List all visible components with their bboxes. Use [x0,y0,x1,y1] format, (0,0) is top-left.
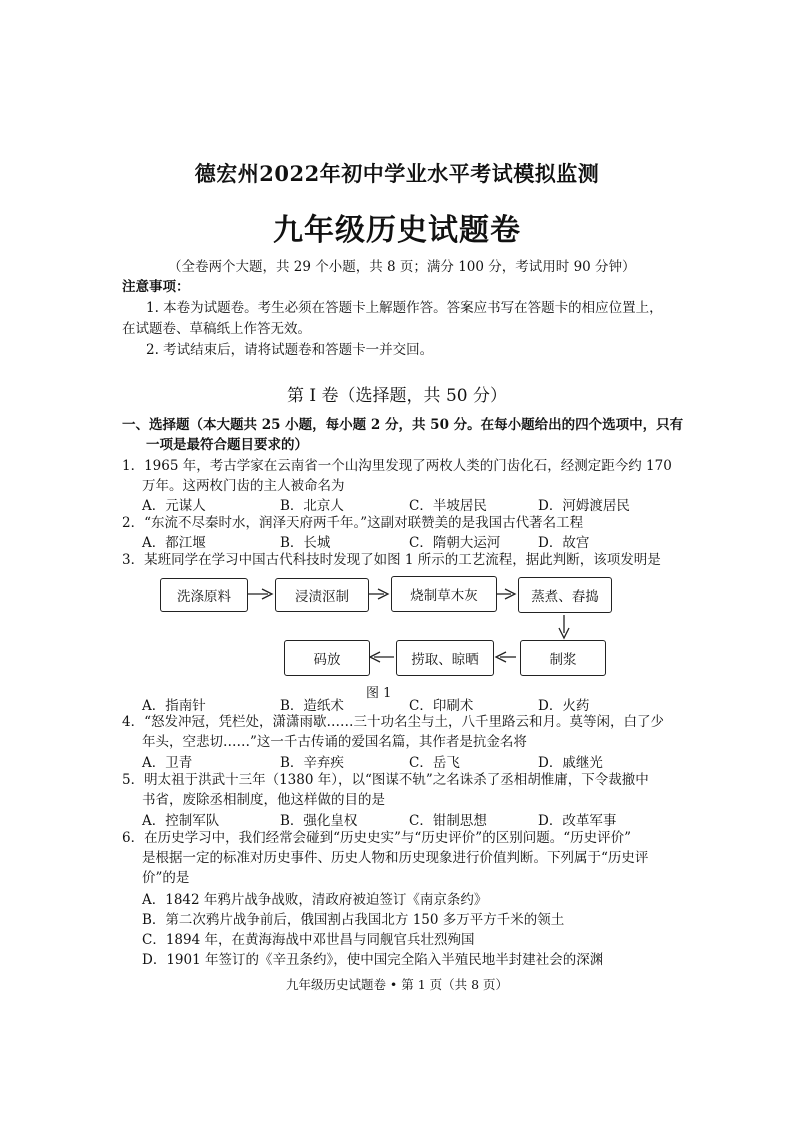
q1-option-d: D．河姆渡居民 [538,498,630,514]
flow-step-1: 洗涤原料 [160,578,248,612]
flow-step-7: 码放 [284,640,370,676]
exam-title: 德宏州2022年初中学业水平考试模拟监测 [194,161,600,186]
q5-option-d: D．改革军事 [538,813,617,829]
q4-option-c: C．岳飞 [409,755,460,771]
q4-option-b: B．辛弃疾 [280,755,344,771]
question-1: 1．1965 年，考古学家在云南省一个山沟里发现了两枚人类的门齿化石，经测定距今约 170 [122,458,672,474]
q3-option-d: D．火药 [538,698,590,714]
flow-step-3: 烧制草木灰 [391,576,497,612]
q5-option-a: A．控制军队 [142,813,220,829]
q2-option-a: A．都江堰 [142,535,206,551]
question-3: 3．某班同学在学习中国古代科技时发现了如图 1 所示的工艺流程，据此判断，该项发明是 [122,552,661,568]
notice-item-1: 1. 本卷为试题卷。考生必须在答题卡上解题作答。答案应书写在答题卡的相应位置上， [146,300,663,316]
q2-option-c: C．隋朝大运河 [409,535,501,551]
q3-option-b: B．造纸术 [280,698,344,714]
question-2: 2．“东流不尽秦时水，润泽天府两千年。”这副对联赞美的是我国古代著名工程 [122,515,584,531]
flow-step-2: 浸渍沤制 [275,578,369,612]
q5-option-c: C．钳制思想 [409,813,487,829]
question-5: 5．明太祖于洪武十三年（1380 年），以“图谋不轨”之名诛杀了丞相胡惟庸，下令裁撤中 [122,772,649,788]
flow-step-6: 捞取、晾晒 [396,640,494,676]
q4-option-a: A．卫青 [142,755,193,771]
q6-option-a: A．1842 年鸦片战争战败，清政府被迫签订《南京条约》 [142,892,488,908]
paper-title: 九年级历史试题卷 [273,213,521,248]
flow-step-5: 制浆 [520,640,606,676]
question-1-cont: 万年。这两枚门齿的主人被命名为 [142,478,345,494]
q4-option-d: D．戚继光 [538,755,603,771]
question-5-cont: 书省，废除丞相制度，他这样做的目的是 [142,792,385,808]
q6-option-b: B．第二次鸦片战争前后，俄国割占我国北方 150 多万平方千米的领土 [142,912,565,928]
q6-option-c: C．1894 年，在黄海海战中邓世昌与同舰官兵壮烈殉国 [142,932,475,948]
question-6-cont: 是根据一定的标准对历史事件、历史人物和历史现象进行价值判断。下列属于“历史评 [142,850,649,866]
q1-option-c: C．半坡居民 [409,498,487,514]
section-instruction-cont: 一项是最符合题目要求的） [146,437,308,453]
flow-step-4: 蒸煮、舂捣 [518,577,612,613]
q3-option-a: A．指南针 [142,698,206,714]
notice-item-1-cont: 在试题卷、草稿纸上作答无效。 [122,321,311,337]
q2-option-b: B．长城 [280,535,331,551]
question-4-cont: 年头，空悲切……”这一千古传诵的爱国名篇，其作者是抗金名将 [142,734,527,750]
question-6-cont-2: 价”的是 [142,870,190,886]
notice-item-2: 2. 考试结束后，请将试题卷和答题卡一并交回。 [146,342,434,358]
section-instruction: 一、选择题（本大题共 25 小题，每小题 2 分，共 50 分。在每小题给出的四个选项中，只有 [122,417,684,433]
question-6: 6．在历史学习中，我们经常会碰到“历史史实”与“历史评价”的区别问题。“历史评价” [122,830,631,846]
figure-caption: 图 1 [366,686,392,701]
page-footer: 九年级历史试题卷 • 第 1 页（共 8 页） [285,977,509,992]
q1-option-b: B．北京人 [280,498,344,514]
q6-option-d: D．1901 年签订的《辛丑条约》，使中国完全陷入半殖民地半封建社会的深渊 [142,952,604,968]
notice-heading: 注意事项： [122,279,190,295]
q5-option-b: B．强化皇权 [280,813,358,829]
section-title: 第 I 卷（选择题，共 50 分） [287,386,507,406]
q2-option-d: D．故宫 [538,535,590,551]
exam-info: （全卷两个大题，共 29 个小题，共 8 页；满分 100 分，考试用时 90 分钟） [168,259,636,275]
q1-option-a: A．元谋人 [142,498,206,514]
q3-option-c: C．印刷术 [409,698,474,714]
question-4: 4．“怒发冲冠，凭栏处，潇潇雨歇……三十功名尘与土，八千里路云和月。莫等闲，白了少 [122,714,664,730]
